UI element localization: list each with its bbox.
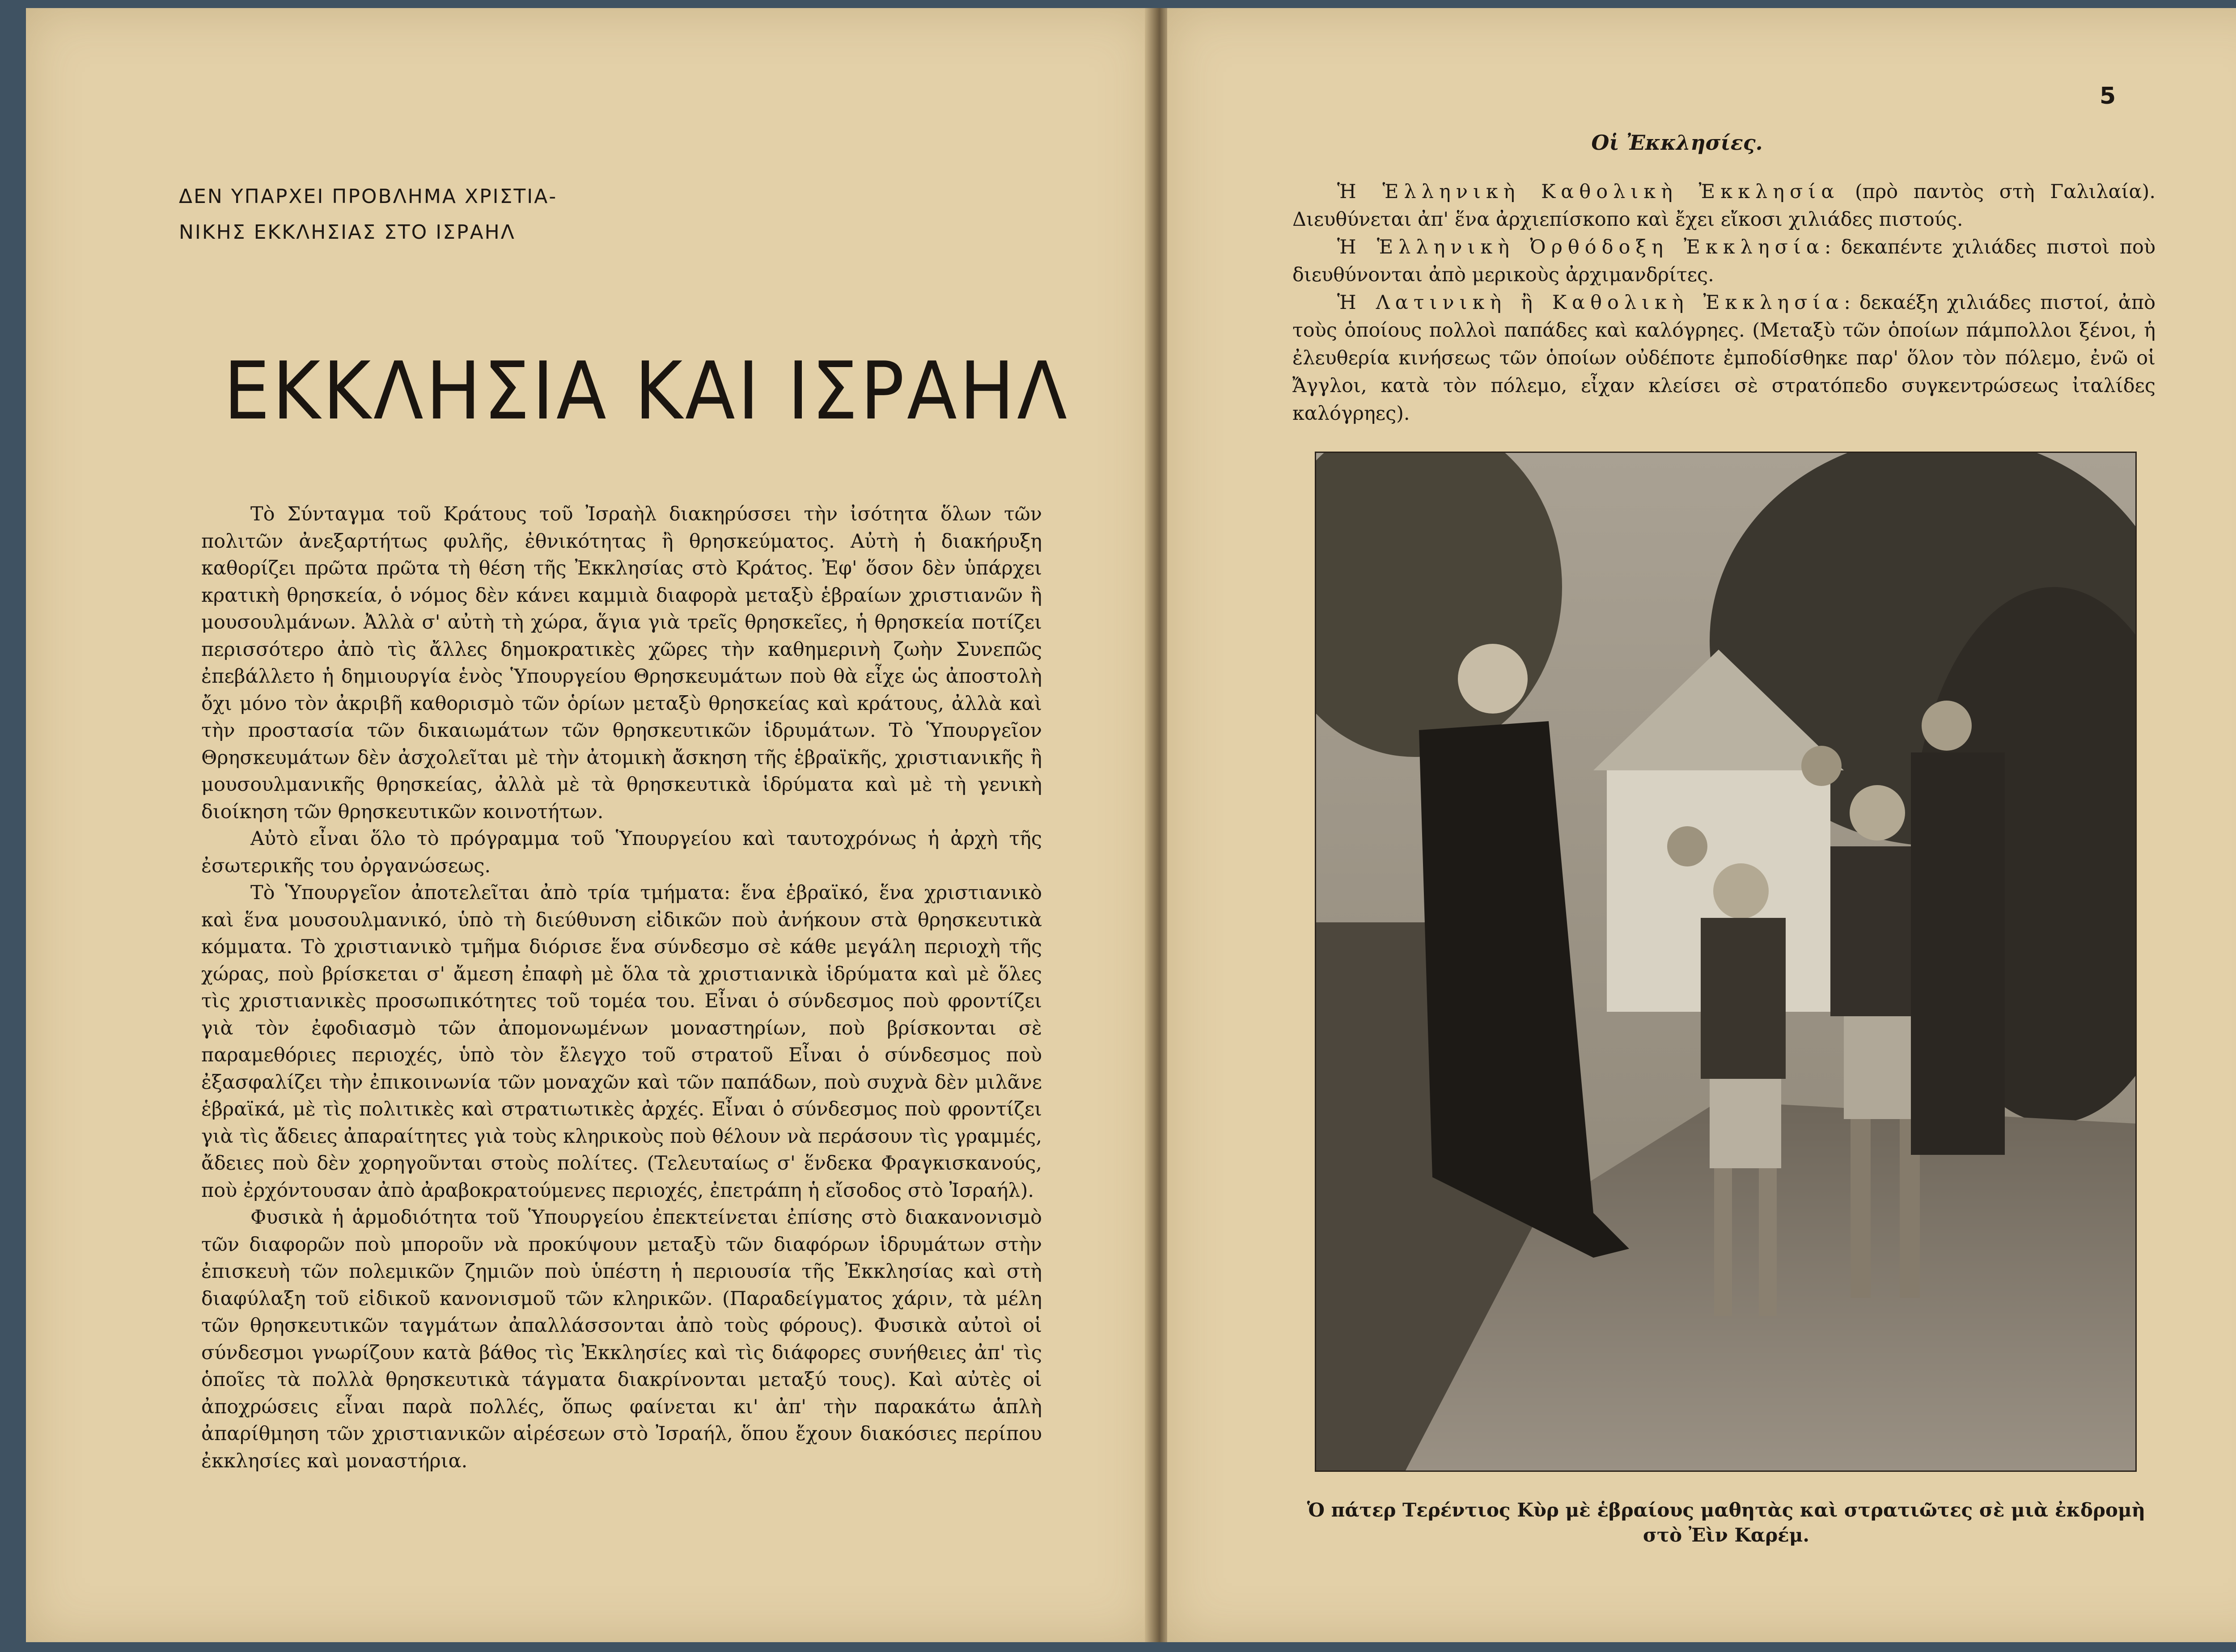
photo-boy-head (1667, 826, 1707, 866)
churches-list (1292, 178, 2156, 427)
kicker-heading (179, 179, 760, 250)
church-entry (1292, 289, 2156, 427)
section-title: Οἱ Ἐκκλησίες. (1591, 131, 1763, 155)
photograph (1315, 452, 2137, 1472)
church-entry (1292, 178, 2156, 233)
photo-boy-leg (1714, 1168, 1732, 1316)
church-entry (1292, 233, 2156, 289)
kicker-line: ΝΙΚΗΣ ΕΚΚΛΗΣΙΑΣ ΣΤΟ ΙΣΡΑΗΛ (179, 221, 516, 244)
photo-boy-head (1801, 746, 1842, 786)
photo-boy-leg (1759, 1168, 1777, 1316)
body-paragraph: Τὸ Σύνταγμα τοῦ Κράτους τοῦ Ἰσραὴλ διακηρύσσει τὴν ἰσότητα ὅλων τῶν πολιτῶν ἀνεξαρτήτως φυλῆς, ἐθνικότητας ἢ θρησκεύματος. Αὐτὴ ἡ διακήρυξη καθορίζει πρῶτα πρῶτα τὴ θέση τῆς Ἐκκλησίας στὸ Κράτος. Ἐφ' ὅσον δὲν ὑπάρχει κρατικὴ θρησκεία, ὁ νόμος δὲν κάνει καμμιὰ διαφορὰ μεταξὺ ἑβραίων χριστιανῶν ἢ μουσουλμάνων. Ἀλλὰ σ' αὐτὴ τὴ χώρα, ἅγια γιὰ τρεῖς θρησκεῖες, ἡ θρησκεία ποτίζει περισσότερο ἀπὸ τὶς ἄλλες δημοκρατικὲς χῶρες τὴν καθημερινὴ ζωὴν Συνεπῶς ἐπεβάλλετο ἡ δημιουργία ἑνὸς Ὑπουργείου Θρησκευμάτων ποὺ θὰ εἶχε ὡς ἀποστολὴ ὄχι μόνο τὸν ἀκριβῆ καθορισμὸ τῶν ὁρίων μεταξὺ θρησκείας καὶ κράτους, ἀλλὰ καὶ τὴν προστασία τῶν δικαιωμάτων τῶν θρησκευτικῶν ἱδρυμάτων. Τὸ Ὑπουργεῖον Θρησκευμάτων δὲν ἀσχολεῖται μὲ τὴν ἀτομικὴ ἄσκηση τῆς ἑβραϊκῆς, χριστιανικῆς ἢ μουσουλμανικῆς θρησκείας, ἀλλὰ μὲ τὰ θρησκευτικὰ ἱδρύματα καὶ μὲ τὴ γενικὴ διοίκηση τῶν θρησκευτικῶν κοινοτήτων. (201, 503, 1042, 823)
article-body (201, 501, 1042, 1475)
church-name: Ἡ Ἑλληνικὴ Καθολικὴ Ἐκκλησία (1337, 181, 1840, 203)
photo-illustration (1316, 453, 2135, 1470)
photo-caption: Ὁ πάτερ Τερέντιος Κὺρ μὲ ἑβραίους μαθητὰς καὶ στρατιῶτες σὲ μιὰ ἐκδρομὴ στὸ Ἐὶν Καρέμ. (1307, 1499, 2146, 1546)
body-paragraph: Αὐτὸ εἶναι ὅλο τὸ πρόγραμμα τοῦ Ὑπουργείου καὶ ταυτοχρόνως ἡ ἀρχὴ τῆς ἐσωτερικῆς του ὀργανώσεως. (201, 828, 1042, 877)
photo-man-body (1911, 752, 2005, 1155)
photo-boy-leg (1851, 1119, 1871, 1298)
photo-boy-head (1713, 863, 1769, 919)
kicker-line: ΔΕΝ ΥΠΑΡΧΕΙ ΠΡΟΒΛΗΜΑ ΧΡΙΣΤΙΑ- (179, 185, 558, 208)
photo-boy-body (1701, 918, 1786, 1079)
church-description: : δεκαέξη χιλιάδες πιστοί, ἀπὸ τοὺς ὁποίους πολλοὶ παπάδες καὶ καλόγρηες. (Μεταξὺ τῶν ὁποίων πάμπολλοι ξένοι, ἡ ἐλευθερία κινήσεως τῶν ὁποίων οὐδέποτε ἐμποδίσθηκε παρ' ὅλον τὸν πόλεμο, ἐνῶ οἱ Ἄγγλοι, κατὰ τὸν πόλεμο, εἶχαν κλείσει σὲ στρατόπεδο συγκεντρώσεως ἰταλίδες καλόγρηες). (1292, 292, 2156, 425)
church-description: : δεκαπέντε χιλιάδες πιστοὶ ποὺ διευθύνονται ἀπὸ μερικοὺς ἀρχιμανδρίτες. (1292, 236, 2156, 286)
article-headline: ΕΚΚΛΗΣΙΑ ΚΑΙ ΙΣΡΑΗΛ (224, 345, 1070, 437)
photo-boy-head (1850, 785, 1905, 841)
body-paragraph: Φυσικὰ ἡ ἁρμοδιότητα τοῦ Ὑπουργείου ἐπεκτείνεται ἐπίσης στὸ διακανονισμὸ τῶν διαφορῶν ποὺ μποροῦν νὰ προκύψουν μεταξὺ τῶν διαφόρων ἱδρυμάτων στὴν ἐπισκευὴ τῶν πολεμικῶν ζημιῶν ποὺ ὑπέστη ἡ περιουσία τῆς Ἐκκλησίας καὶ στὴ διαφύλαξη τοῦ εἰδικοῦ κανονισμοῦ τῶν κληρικῶν. (Παραδείγματος χάριν, τὰ μέλη τῶν θρησκευτικῶν ταγμάτων ἀπαλλάσσονται ἀπὸ τοὺς φόρους). Φυσικὰ αὐτοὶ οἱ σύνδεσμοι γνωρίζουν κατὰ βάθος τὶς Ἐκκλησίες καὶ τὶς διάφορες συνήθειες ἀπ' τὶς ὁποῖες τὰ πολλὰ θρησκευτικὰ τάγματα διακρίνονται μεταξύ τους). Καὶ αὐτὲς οἱ ἀποχρώσεις εἶναι παρὰ πολλές, ὅπως φαίνεται κι' ἀπ' τὴν παρακάτω ἁπλὴ ἀπαρίθμηση τῶν χριστιανικῶν αἱρέσεων στὸ Ἰσραήλ, ὅπου ἔχουν διακόσιες περίπου ἐκκλησίες καὶ μοναστήρια. (201, 1206, 1042, 1472)
church-name: Ἡ Λατινικὴ ἢ Καθολικὴ Ἐκκλησία (1337, 292, 1844, 314)
body-paragraph: Τὸ Ὑπουργεῖον ἀποτελεῖται ἀπὸ τρία τμήματα: ἕνα ἑβραϊκό, ἕνα χριστιανικὸ καὶ ἕνα μουσουλμανικό, ὑπὸ τὴ διεύθυνση εἰδικῶν ποὺ ἀνήκουν στὰ θρησκευτικὰ κόμματα. Τὸ χριστιανικὸ τμῆμα διόρισε ἕνα σύνδεσμο σὲ κάθε μεγάλη περιοχὴ τῆς χώρας, ποὺ βρίσκεται σ' ἄμεση ἐπαφὴ μὲ ὅλα τὰ χριστιανικὰ ἱδρύματα καὶ μὲ ὅλες τὶς χριστιανικὲς προσωπικότητες τοῦ τομέα του. Εἶναι ὁ σύνδεσμος ποὺ φροντίζει γιὰ τὸν ἐφοδιασμὸ τῶν ἀπομονωμένων μοναστηρίων, ποὺ βρίσκονται σὲ παραμεθόριες περιοχές, ὑπὸ τὸν ἔλεγχο τοῦ στρατοῦ Εἶναι ὁ σύνδεσμος ποὺ ἐξασφαλίζει τὴν ἐπικοινωνία τῶν μοναχῶν καὶ τῶν παπάδων, ποὺ συχνὰ δὲν μιλᾶνε ἑβραϊκά, μὲ τὶς πολιτικὲς καὶ στρατιωτικὲς ἀρχές. Εἶναι ὁ σύνδεσμος ποὺ φροντίζει γιὰ τὶς ἄδειες ἀπαραίτητες γιὰ τοὺς κληρικοὺς ποὺ θέλουν νὰ περάσουν τὶς γραμμές, ἄδειες ποὺ δὲν χορηγοῦνται στοὺς πολίτες. (Τελευταίως σ' ἕνδεκα Φραγκισκανούς, ποὺ ἐρχόντουσαν ἀπὸ ἀραβοκρατούμενες περιοχές, ἐπετράπη ἡ εἴσοδος στὸ Ἰσραήλ). (201, 882, 1042, 1202)
page-number: 5 (2100, 83, 2116, 110)
church-name: Ἡ Ἑλληνικὴ Ὀρθόδοξη Ἐκκλησία (1337, 236, 1825, 258)
photo-priest-head (1458, 644, 1528, 714)
church-description: (πρὸ παντὸς στὴ Γαλιλαία). Διευθύνεται ἀπ' ἕνα ἀρχιεπίσκοπο καὶ ἔχει εἴκοσι χιλιάδες πιστούς. (1292, 181, 2156, 231)
photo-boy-shorts (1710, 1079, 1781, 1168)
photo-man-head (1922, 701, 1972, 751)
